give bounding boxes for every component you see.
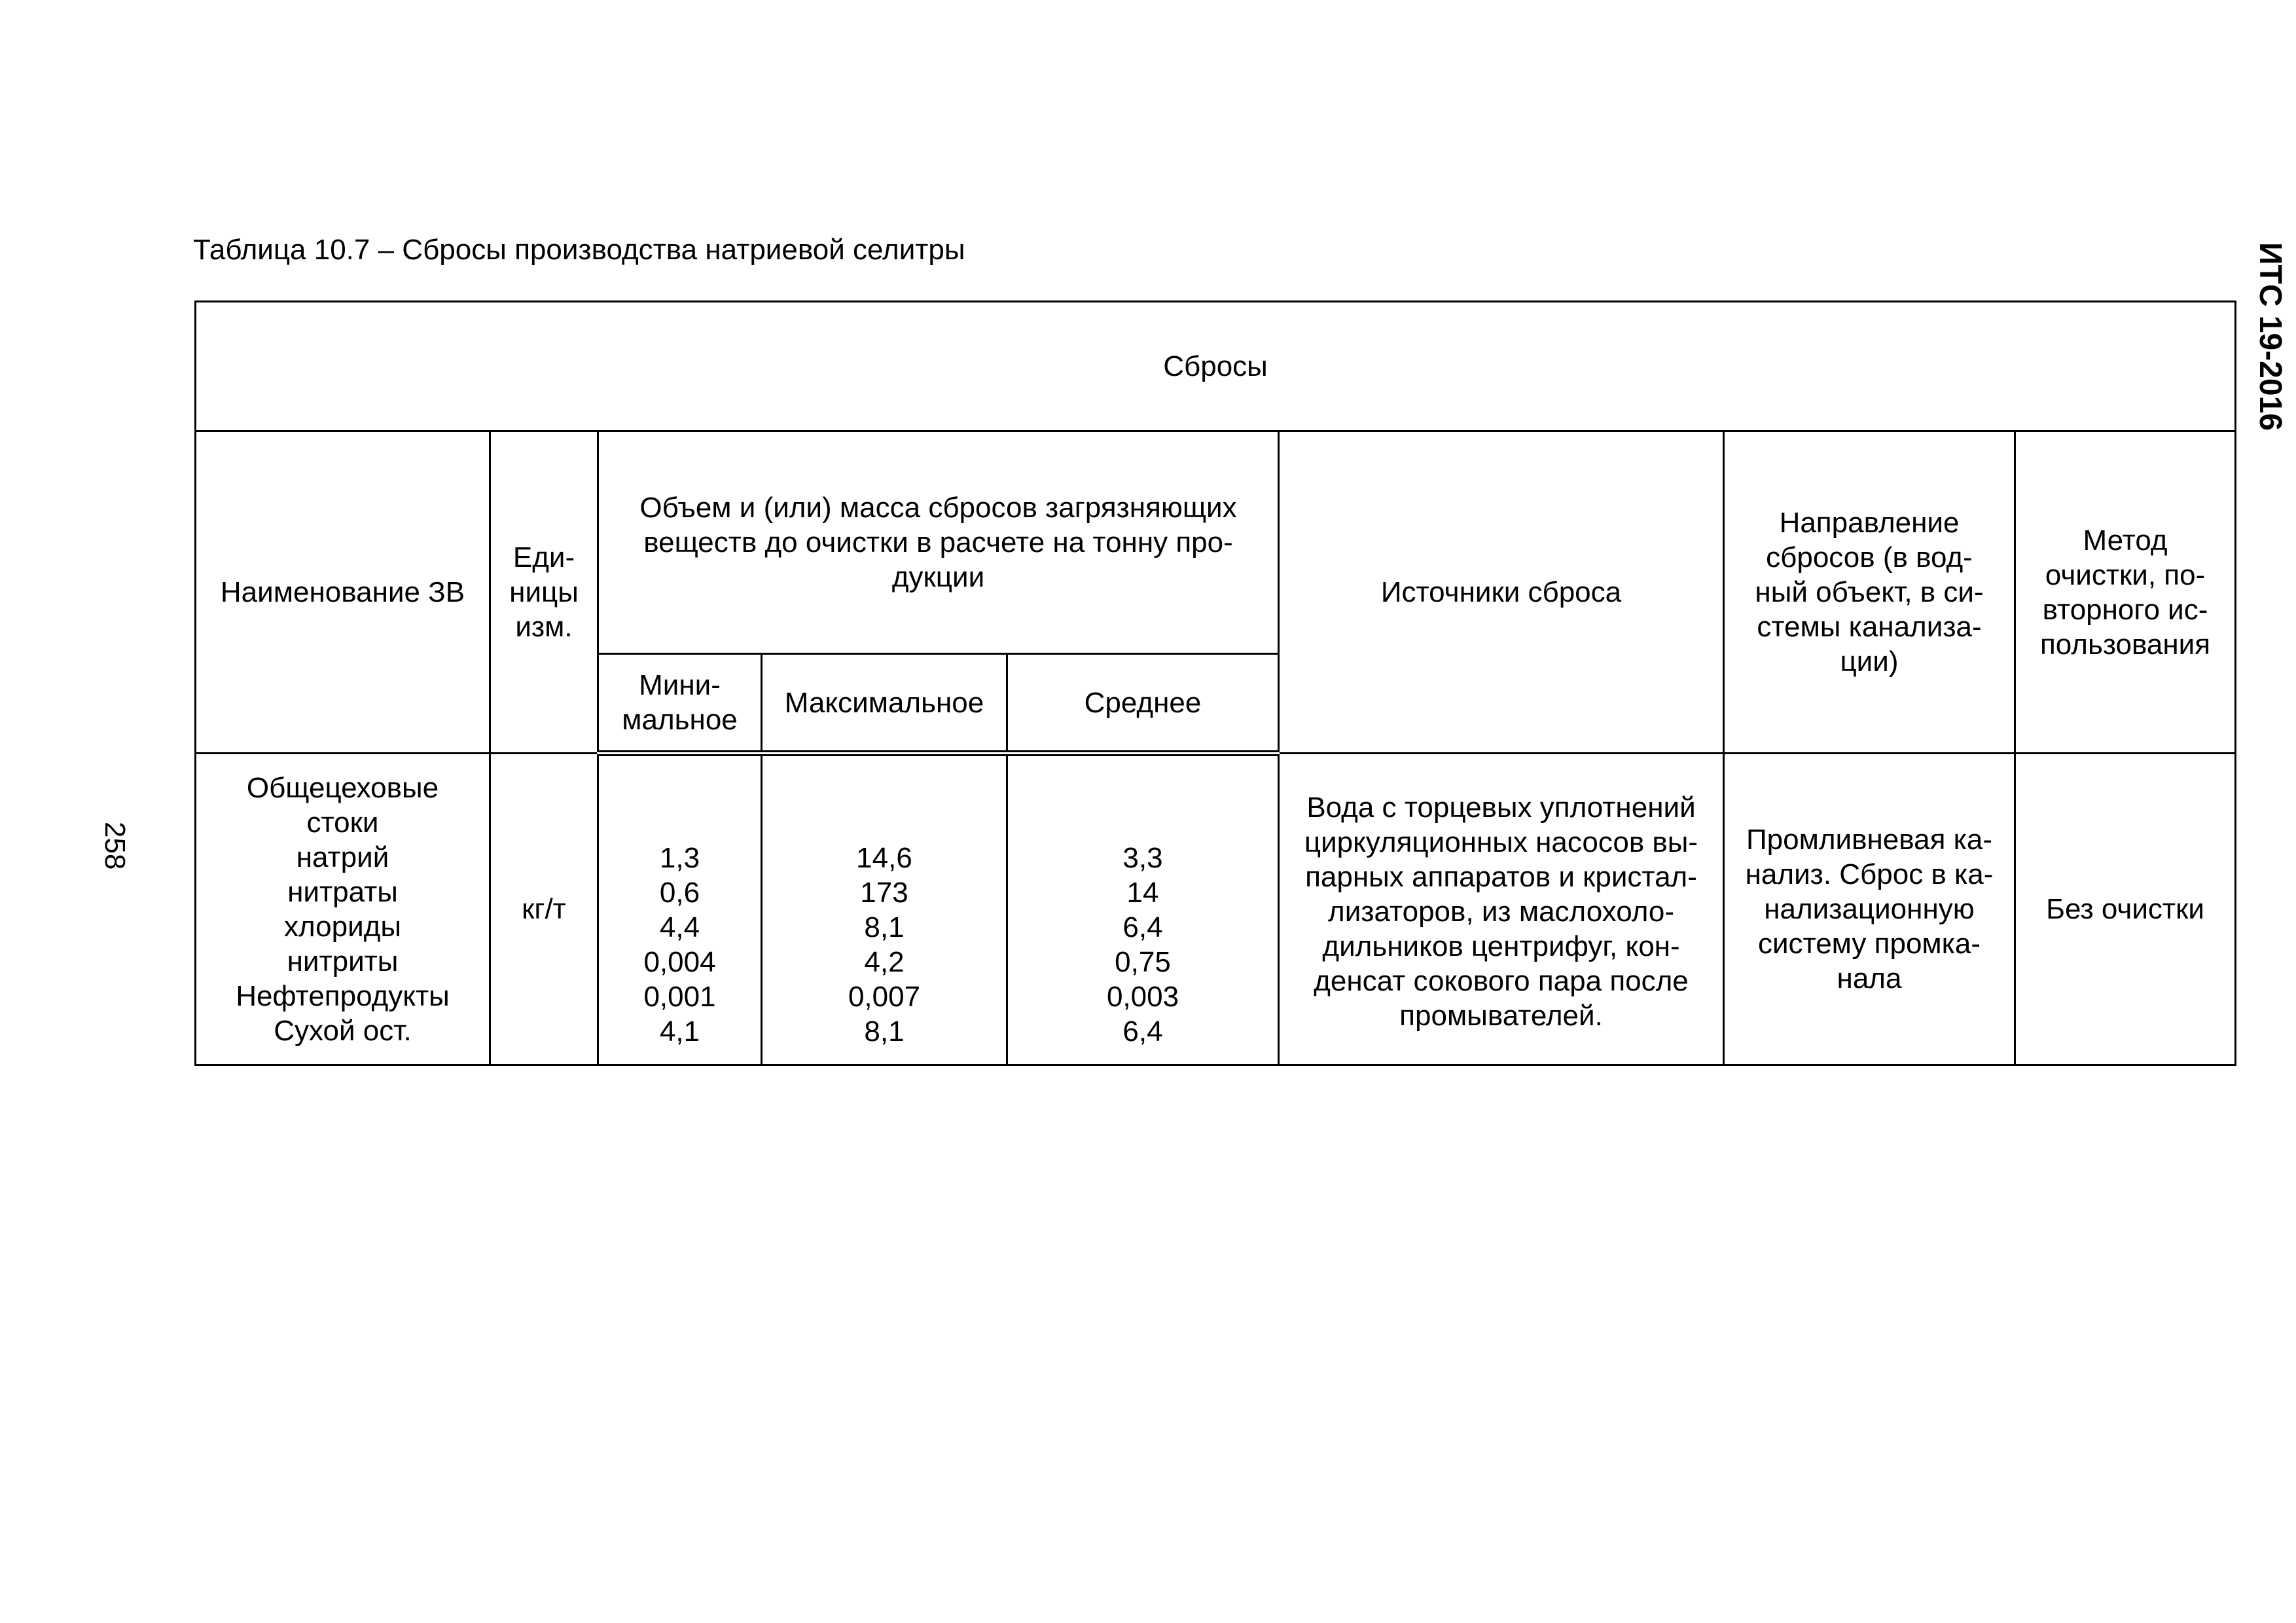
text-line: нализ. Сброс в ка-: [1745, 858, 1994, 890]
text-line: 8,1: [864, 1015, 905, 1048]
table-caption: Таблица 10.7 – Сбросы производства натриевой селитры: [193, 234, 965, 266]
text-line: лизаторов, из маслохоло-: [1328, 896, 1674, 928]
text-line: [762, 806, 1006, 841]
text-line: Вода с торцевых уплотнений: [1306, 792, 1696, 824]
text-line: вторного ис-: [2042, 593, 2208, 626]
text-line: стоки: [306, 806, 379, 839]
text-line: Метод: [2083, 524, 2168, 556]
text-line: нитриты: [287, 945, 399, 977]
text-line: 14,6: [856, 842, 912, 874]
text-line: 173: [860, 877, 908, 909]
text-line: [762, 771, 1006, 806]
table-title: Сбросы: [196, 302, 2236, 431]
text-line: Объем и (или) масса сбросов загрязняющих: [639, 492, 1237, 524]
text-line: 0,004: [643, 946, 716, 978]
text-line: 4,1: [659, 1015, 700, 1048]
text-line: 4,4: [659, 911, 700, 943]
text-line: хлориды: [284, 910, 401, 943]
text-line: нала: [1837, 962, 1902, 994]
text-line: стемы канализа-: [1757, 611, 1982, 643]
text-line: Общецеховые: [246, 771, 439, 804]
text-line: парных аппаратов и кристал-: [1305, 861, 1697, 893]
text-line: промывателей.: [1399, 1000, 1603, 1032]
document-code: ИТС 19-2016: [2253, 242, 2287, 431]
text-line: систему промка-: [1757, 928, 1981, 960]
text-line: 0,001: [643, 981, 716, 1013]
cell-min-values: [598, 754, 762, 1065]
cell-source: [1279, 754, 1724, 1065]
text-line: веществ до очистки в расчете на тонну про-: [643, 526, 1233, 558]
text-line: дукции: [891, 561, 985, 593]
text-line: [599, 771, 761, 806]
text-line: [1008, 806, 1278, 841]
text-line: 3,3: [1122, 842, 1163, 874]
text-line: 0,75: [1115, 946, 1171, 978]
header-name: Наименование ЗВ: [196, 431, 490, 754]
text-line: Промливневая ка-: [1746, 824, 1992, 856]
header-min: [598, 654, 762, 754]
text-line: ницы: [509, 576, 579, 608]
text-line: 4,2: [864, 946, 905, 978]
text-line: 0,6: [659, 877, 700, 909]
cell-substance-names: [196, 754, 490, 1065]
cell-avg-values: [1007, 754, 1279, 1065]
text-line: 14: [1126, 877, 1159, 909]
text-line: ный объект, в си-: [1755, 576, 1984, 608]
text-line: 6,4: [1122, 1015, 1163, 1048]
text-line: Сухой ост.: [274, 1014, 412, 1047]
cell-direction: [1724, 754, 2015, 1065]
text-line: Нефтепродукты: [236, 979, 450, 1012]
text-line: мальное: [622, 704, 738, 736]
text-line: сбросов (в вод-: [1766, 541, 1973, 574]
text-line: 0,007: [848, 981, 921, 1013]
cell-unit: кг/т: [490, 754, 598, 1065]
discharges-table: [194, 301, 2236, 1066]
text-line: натрий: [296, 841, 389, 873]
text-line: пользования: [2039, 628, 2211, 661]
page-number: 258: [99, 822, 131, 870]
text-line: Еди-: [512, 541, 575, 574]
text-line: ции): [1840, 646, 1899, 678]
text-line: 0,003: [1106, 981, 1179, 1013]
cell-max-values: [762, 754, 1007, 1065]
header-source: Источники сброса: [1279, 431, 1724, 754]
text-line: 6,4: [1122, 911, 1163, 943]
text-line: нитраты: [287, 875, 398, 908]
table-row: [196, 754, 2236, 1065]
text-line: 1,3: [659, 842, 700, 874]
text-line: изм.: [515, 611, 573, 643]
text-line: [1008, 771, 1278, 806]
text-line: циркуляционных насосов вы-: [1304, 826, 1698, 858]
text-line: денсат сокового пара после: [1314, 965, 1689, 997]
header-max: Максимальное: [762, 654, 1007, 754]
text-line: [599, 806, 761, 841]
header-avg: Среднее: [1007, 654, 1279, 754]
header-direction: [1724, 431, 2015, 754]
header-volume: [598, 431, 1279, 654]
text-line: Мини-: [639, 669, 721, 701]
text-line: очистки, по-: [2045, 558, 2206, 591]
header-method: [2015, 431, 2236, 754]
text-line: нализационную: [1764, 893, 1975, 925]
text-line: Направление: [1779, 507, 1960, 539]
cell-method: Без очистки: [2015, 754, 2236, 1065]
text-line: дильников центрифуг, кон-: [1322, 930, 1680, 962]
header-unit: [490, 431, 598, 754]
text-line: 8,1: [864, 911, 905, 943]
